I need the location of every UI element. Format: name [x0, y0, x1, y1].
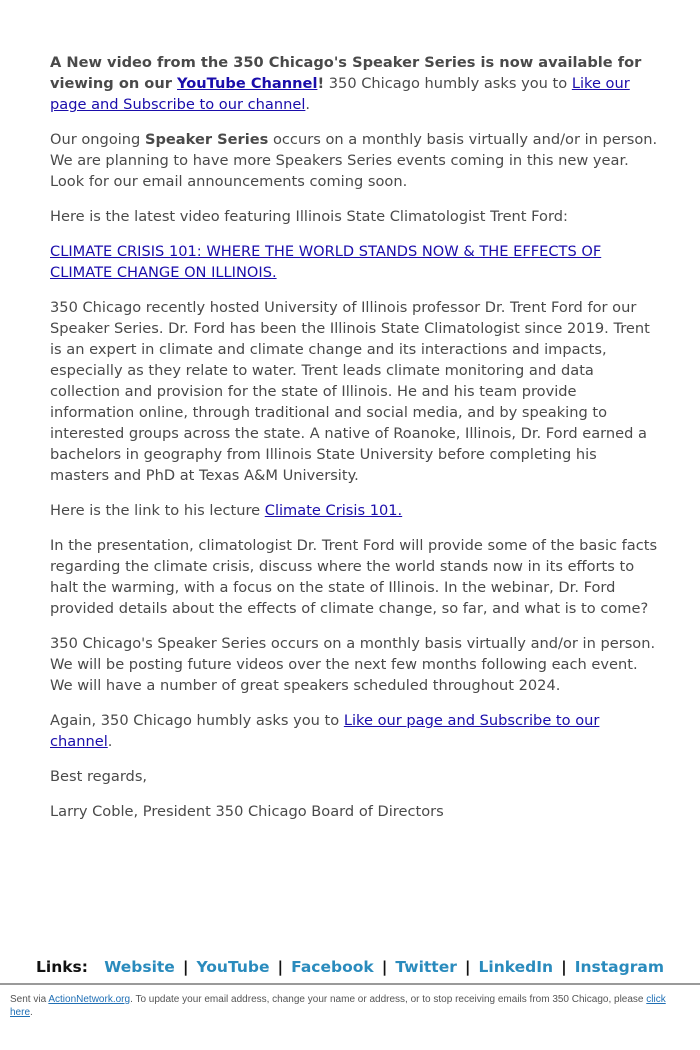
bio-paragraph: 350 Chicago recently hosted University of Illinois professor Dr. Trent Ford for our Speaker Series. Dr. Ford has been the Illinois State Climatologist since 2019. Trent is an expert in climate and climate change and its interactions and impacts, especially as they relate to water. Trent leads climate monitoring and data collection and provision for the state of Illinois. He and his team provide information online, through traditional and social media, and by speaking to interested groups across the state. A native of Roanoke, Illinois, Dr. Ford earned a bachelors in geography from Illinois State University before completing his masters and PhD at Texas A&M University. [50, 299, 650, 484]
subscribe-link[interactable]: Like our page and Subscribe to our channel [50, 75, 630, 113]
again-period: . [107, 733, 113, 750]
regards-paragraph: Best regards, [50, 768, 148, 785]
signature-paragraph: Larry Coble, President 350 Chicago Board of Directors [50, 803, 444, 820]
footer-text: . To update your email address, change your name or address, or to stop receiving emails from 350 Chicago, please [130, 994, 647, 1005]
intro-period: . [305, 96, 311, 113]
links-label: Links: [36, 958, 88, 976]
links-separator: | [381, 958, 388, 976]
latest-video-paragraph: Here is the latest video featuring Illinois State Climatologist Trent Ford: [50, 208, 568, 225]
speaker-series-paragraph [50, 129, 660, 192]
actionnetwork-link[interactable]: ActionNetwork.org [48, 994, 131, 1005]
footer-divider [0, 983, 700, 985]
series-bold: Speaker Series [144, 131, 269, 148]
series-rest: occurs on a monthly basis virtually and/or in person. We are planning to have more Speakers Series events coming in this new year. Look for our email announcements coming soon. [50, 131, 658, 190]
intro-bold-end: ! [317, 75, 325, 92]
twitter-link[interactable]: Twitter [395, 958, 457, 976]
links-separator: | [277, 958, 284, 976]
links-separator: | [464, 958, 471, 976]
series-prefix: Our ongoing [50, 131, 145, 148]
website-link[interactable]: Website [104, 958, 175, 976]
links-bar [0, 958, 700, 976]
links-separator: | [182, 958, 189, 976]
youtube-link[interactable]: YouTube [196, 958, 270, 976]
again-subscribe-link[interactable]: Like our page and Subscribe to our channel [50, 712, 600, 750]
intro-bold-start: A New video from the 350 Chicago's Speaker Series is now available for viewing on our [50, 54, 642, 92]
lecture-link[interactable]: Climate Crisis 101. [264, 502, 403, 519]
links-separator: | [561, 958, 567, 976]
video-title-link[interactable]: CLIMATE CRISIS 101: WHERE THE WORLD STANDS NOW & THE EFFECTS OF CLIMATE CHANGE ON ILLINOIS. [50, 243, 602, 281]
linkedin-link[interactable]: LinkedIn [478, 958, 554, 976]
footer [10, 994, 690, 1019]
future-videos-paragraph: 350 Chicago's Speaker Series occurs on a monthly basis virtually and/or in person. We will be posting future videos over the next few months following each event. We will have a number of great speakers scheduled throughout 2024. [50, 635, 656, 694]
intro-paragraph [50, 52, 660, 115]
lecture-paragraph [50, 500, 660, 521]
again-paragraph [50, 710, 660, 752]
intro-plain-text: 350 Chicago humbly asks you to [324, 75, 572, 92]
unsubscribe-click-here-link[interactable]: click here [10, 994, 666, 1018]
email-body [50, 52, 660, 836]
lecture-prefix: Here is the link to his lecture [50, 502, 265, 519]
instagram-link[interactable]: Instagram [574, 958, 664, 976]
video-title-paragraph [50, 241, 660, 283]
presentation-paragraph: In the presentation, climatologist Dr. Trent Ford will provide some of the basic facts regarding the climate crisis, discuss where the world stands now in its efforts to halt the warming, with a focus on the state of Illinois. In the webinar, Dr. Ford provided details about the effects of climate change, so far, and what is to come? [50, 537, 658, 617]
again-prefix: Again, 350 Chicago humbly asks you to [50, 712, 344, 729]
footer-end: . [30, 1006, 33, 1018]
facebook-link[interactable]: Facebook [291, 958, 374, 976]
youtube-channel-link[interactable]: YouTube Channel [177, 75, 318, 92]
footer-sent-via: Sent via [10, 994, 49, 1005]
